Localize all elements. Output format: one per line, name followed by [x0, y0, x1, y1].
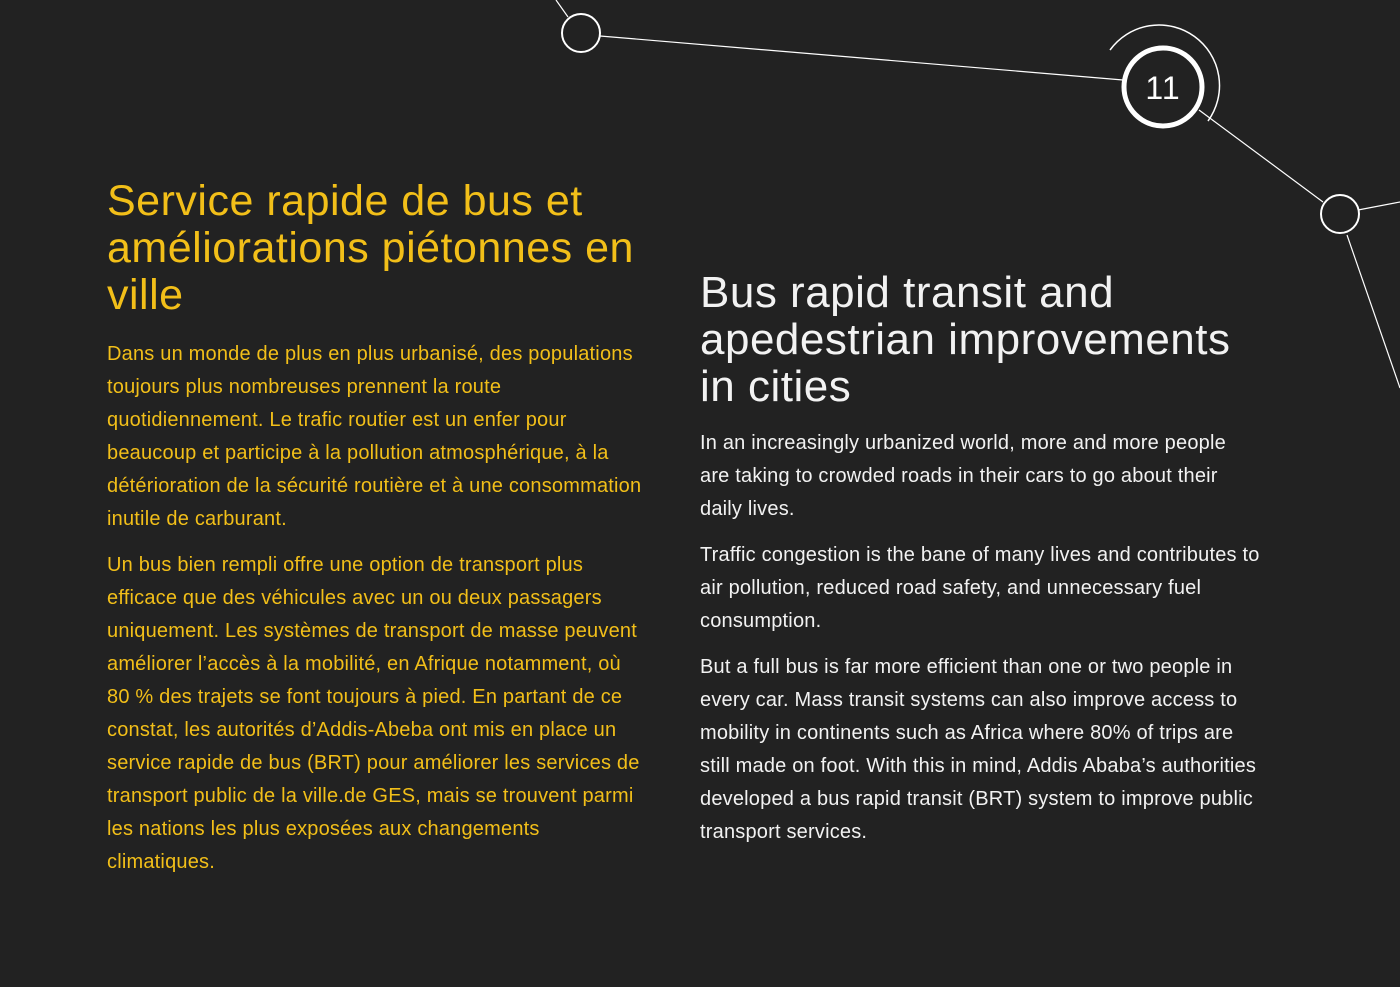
english-title: Bus rapid transit and apedestrian improvements in cities	[700, 268, 1231, 411]
french-paragraph: Dans un monde de plus en plus urbanisé, des populations toujours plus nombreuses prennent la route quotidiennement. Le trafic routier est un enfer pour beaucoup et participe à la pollution atmosphérique, à la détérioration de la sécurité routière et à une consommation inutile de carburant.	[107, 343, 642, 530]
connector-line	[556, 0, 568, 17]
page-number: 11	[1145, 70, 1181, 106]
english-paragraph: Traffic congestion is the bane of many lives and contributes to air pollution, reduced road safety, and unnecessary fuel consumption.	[700, 544, 1260, 632]
connector-line	[600, 36, 1123, 80]
french-title: Service rapide de bus et améliorations piétonnes en ville	[107, 177, 634, 319]
connector-line	[1358, 202, 1400, 210]
connector-line	[1347, 235, 1400, 388]
english-column	[700, 269, 1260, 862]
english-paragraph: But a full bus is far more efficient than one or two people in every car. Mass transit systems can also improve access to mobility in continents such as Africa where 80% of trips are still made on foot. With this in mind, Addis Ababa’s authorities developed a bus rapid transit (BRT) system to improve public transport services.	[700, 656, 1257, 843]
network-node	[562, 14, 600, 52]
french-paragraph: Un bus bien rempli offre une option de transport plus efficace que des véhicules avec un ou deux passagers uniquement. Les systèmes de transport de masse peuvent améliorer l’accès à la mobilité, en Afrique notamment, où 80 % des trajets se font toujours à pied. En partant de ce constat, les autorités d’Addis-Abeba ont mis en place un service rapide de bus (BRT) pour améliorer les services de transport public de la ville.de GES, mais se trouvent parmi les nations les plus exposées aux changements climatiques.	[107, 554, 640, 873]
network-node	[1321, 195, 1359, 233]
english-paragraph: In an increasingly urbanized world, more and more people are taking to crowded roads in their cars to go about their daily lives.	[700, 432, 1226, 520]
connector-line	[1199, 110, 1323, 202]
french-column	[107, 178, 642, 892]
